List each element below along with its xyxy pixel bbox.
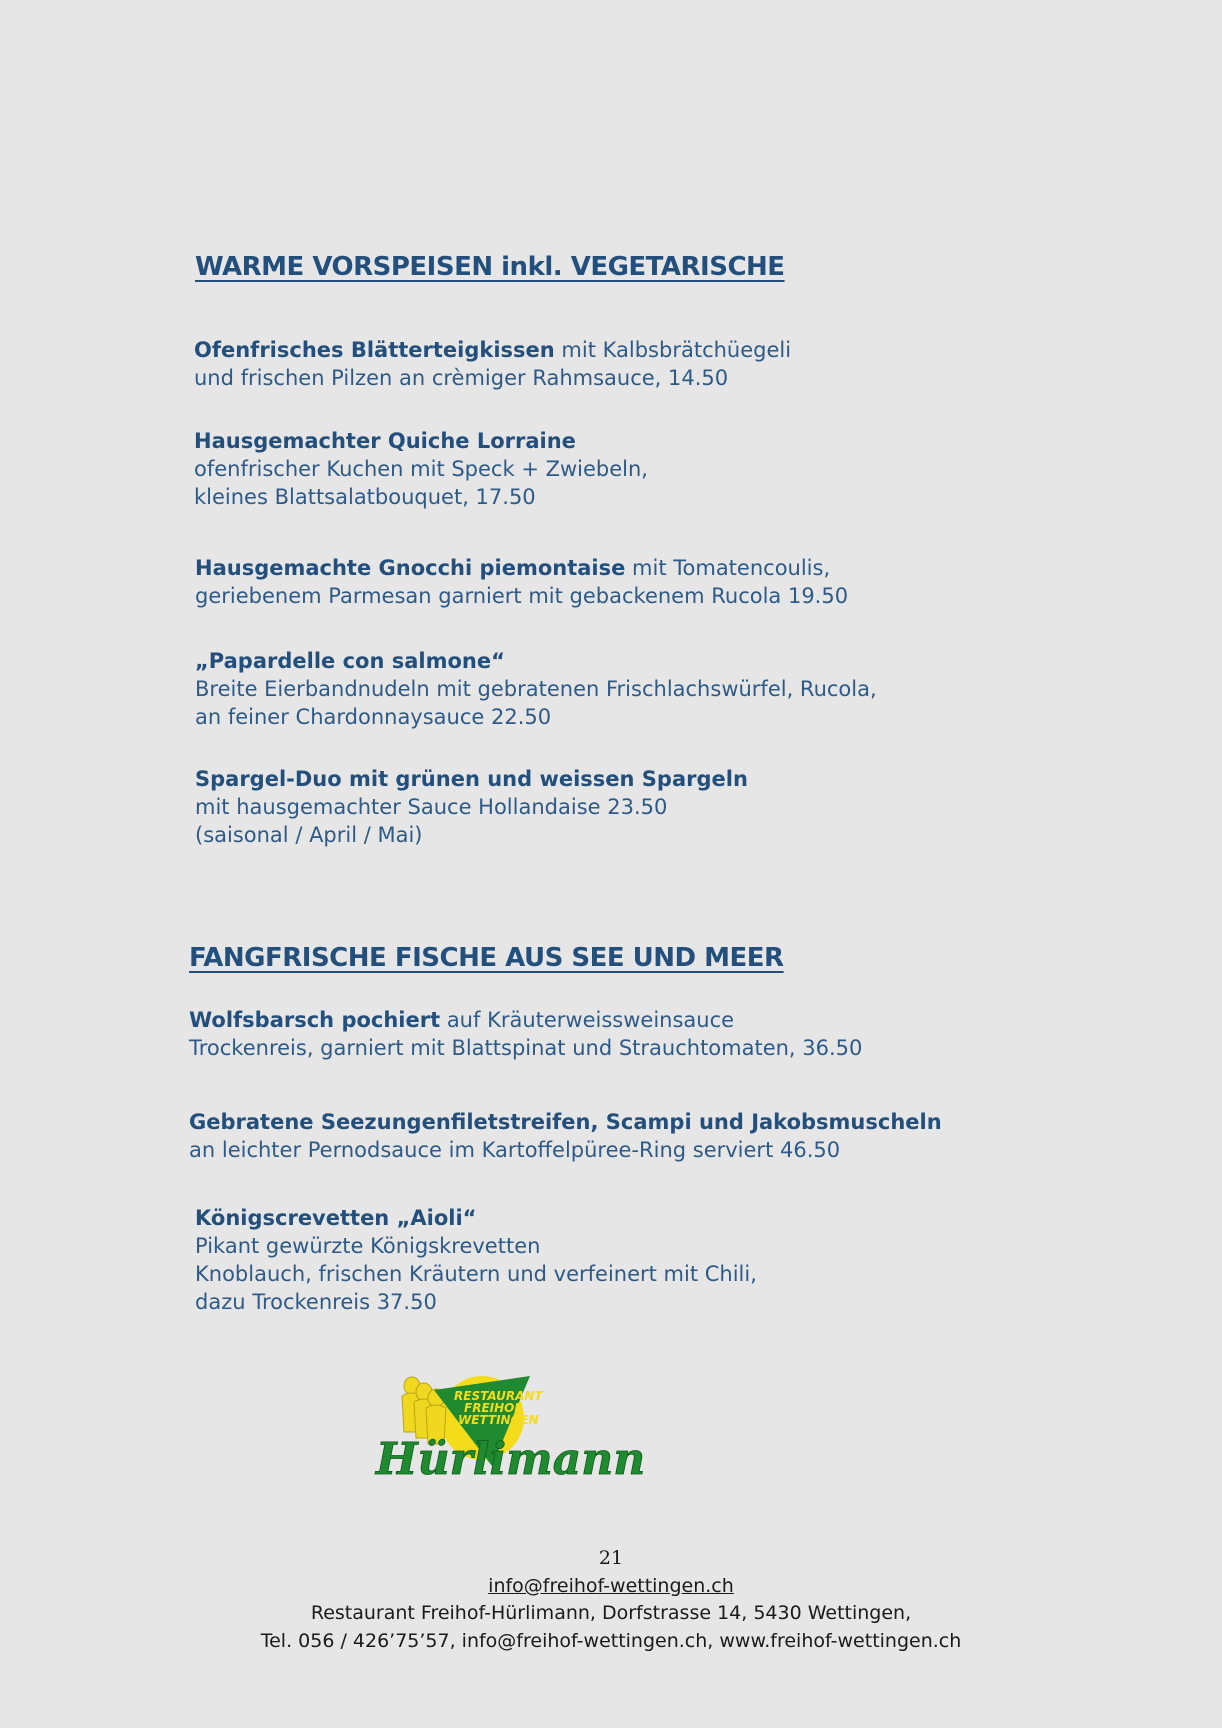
logo-graphic (372, 1370, 646, 1486)
section-title-warme-vorspeisen: WARME VORSPEISEN inkl. VEGETARISCHE (195, 252, 785, 282)
svg-text:FREIHOF: FREIHOF (464, 1401, 523, 1415)
svg-text:WETTINGEN: WETTINGEN (458, 1413, 539, 1427)
menu-item-blaetterteigkissen (194, 336, 791, 392)
menu-item-desc: auf Kräuterweissweinsauce (440, 1008, 735, 1032)
logo-text-top (454, 1389, 543, 1427)
menu-item-desc: Knoblauch, frischen Kräutern und verfeinert mit Chili, (195, 1262, 757, 1286)
menu-item-name: Spargel-Duo mit grünen und weissen Spargeln (195, 767, 748, 791)
footer-email-link[interactable]: info@freihof-wettingen.ch (488, 1575, 734, 1597)
menu-item-papardelle (195, 647, 877, 731)
menu-item-desc: geriebenem Parmesan garniert mit gebackenem Rucola 19.50 (195, 584, 849, 608)
menu-item-desc: mit Kalbsbrätchüegeli (554, 338, 792, 362)
menu-item-desc: Trockenreis, garniert mit Blattspinat und Strauchtomaten, 36.50 (189, 1036, 863, 1060)
menu-item-desc: an feiner Chardonnaysauce 22.50 (195, 705, 552, 729)
menu-item-desc: kleines Blattsalatbouquet, 17.50 (194, 485, 536, 509)
menu-item-name: Hausgemachter Quiche Lorraine (194, 429, 576, 453)
restaurant-logo (372, 1370, 646, 1486)
svg-text:RESTAURANT: RESTAURANT (454, 1389, 543, 1403)
menu-item-seezungen (189, 1108, 942, 1164)
footer-address: Restaurant Freihof-Hürlimann, Dorfstrasse 14, 5430 Wettingen, (310, 1602, 912, 1624)
footer-email-line (0, 1572, 1222, 1600)
menu-item-desc: mit hausgemachter Sauce Hollandaise 23.50 (195, 795, 668, 819)
menu-item-name: „Papardelle con salmone“ (195, 649, 505, 673)
menu-item-name: Wolfsbarsch pochiert (189, 1008, 441, 1032)
menu-item-name: Königscrevetten „Aioli“ (195, 1206, 477, 1230)
menu-item-koenigscrevetten (195, 1204, 757, 1316)
menu-item-name: Hausgemachte Gnocchi piemontaise (195, 556, 626, 580)
page-number: 21 (598, 1547, 624, 1569)
menu-item-desc: (saisonal / April / Mai) (195, 823, 423, 847)
menu-item-name: Gebratene Seezungenfiletstreifen, Scampi und Jakobsmuscheln (189, 1110, 942, 1134)
menu-item-desc: und frischen Pilzen an crèmiger Rahmsauce, 14.50 (194, 366, 729, 390)
menu-item-gnocchi (195, 554, 848, 610)
footer-contact: Tel. 056 / 426’75’57, info@freihof-wettingen.ch, www.freihof-wettingen.ch (260, 1630, 962, 1652)
menu-item-wolfsbarsch (189, 1006, 862, 1062)
logo-text-main: Hürlimann (376, 1434, 646, 1485)
menu-item-desc: mit Tomatencoulis, (625, 556, 831, 580)
section-title-fangfrische-fische: FANGFRISCHE FISCHE AUS SEE UND MEER (189, 943, 784, 973)
menu-item-name: Ofenfrisches Blätterteigkissen (194, 338, 555, 362)
menu-item-desc: ofenfrischer Kuchen mit Speck + Zwiebeln, (194, 457, 648, 481)
menu-item-quiche-lorraine (194, 427, 648, 511)
menu-item-desc: Pikant gewürzte Königskrevetten (195, 1234, 541, 1258)
menu-item-desc: an leichter Pernodsauce im Kartoffelpüree-Ring serviert 46.50 (189, 1138, 841, 1162)
menu-item-desc: Breite Eierbandnudeln mit gebratenen Frischlachswürfel, Rucola, (195, 677, 877, 701)
menu-item-spargel-duo (195, 765, 748, 849)
menu-item-desc: dazu Trockenreis 37.50 (195, 1290, 437, 1314)
